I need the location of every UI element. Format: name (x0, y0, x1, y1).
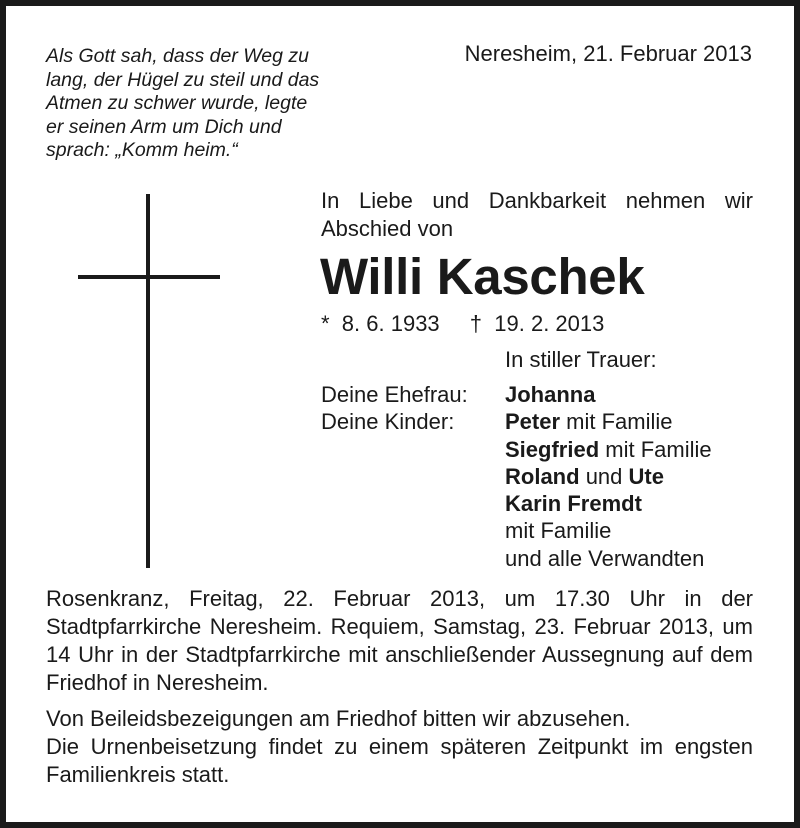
deceased-name: Willi Kaschek (320, 248, 645, 305)
mourner-name: Peter (505, 409, 561, 435)
notice-line: Die Urnenbeisetzung findet zu einem späteren Zeitpunkt im engsten Familienkreis statt. (46, 734, 753, 787)
list-item (505, 545, 712, 572)
poem (46, 45, 346, 163)
life-dates (321, 310, 604, 338)
death-symbol: † (469, 311, 483, 336)
poem-line: lang, der Hügel zu steil und das (46, 68, 320, 91)
mourner-suffix: mit Familie (605, 436, 712, 462)
death-date: 19. 2. 2013 (494, 311, 605, 336)
list-item (505, 408, 712, 435)
service-details: Rosenkranz, Freitag, 22. Februar 2013, um 17.30 Uhr in der Stadtpfarrkirche Neresheim. Requiem, Samstag, 23. Februar 2013, um 14 Uhr in der Stadtpfarrkirche mit anschließender Aussegnung auf dem Friedhof in Neresheim. (46, 586, 753, 695)
cross-vertical-bar (146, 194, 150, 568)
mourning-heading: In stiller Trauer: (505, 347, 657, 372)
mourners-list (505, 381, 712, 572)
notice-text (46, 705, 753, 789)
list-item (505, 490, 712, 517)
mourner-name: Johanna (505, 382, 596, 407)
mourner-joiner: und (585, 463, 623, 489)
poem-line: er seinen Arm um Dich und (46, 115, 282, 138)
list-item (505, 517, 712, 544)
poem-line: Als Gott sah, dass der Weg zu (46, 45, 310, 67)
born-symbol: * (321, 311, 330, 336)
list-item (505, 436, 712, 463)
mourner-name: Siegfried (505, 436, 600, 462)
poem-line: sprach: „Komm heim.“ (46, 139, 238, 161)
mourner-suffix: mit Familie (505, 518, 612, 544)
intro-text: In Liebe und Dankbarkeit nehmen wir Abschied von (321, 188, 753, 241)
mourner-name: Ute (628, 463, 664, 489)
poem-line: Atmen zu schwer wurde, legte (46, 92, 308, 114)
spouse-label: Deine Ehefrau: (321, 382, 468, 407)
notice-line: Von Beileidsbezeigungen am Friedhof bitten wir abzusehen. (46, 706, 631, 731)
cross-horizontal-bar (78, 275, 220, 279)
mourner-name: Roland (505, 463, 580, 489)
mourners-closing: und alle Verwandten (505, 545, 705, 571)
dateline: Neresheim, 21. Februar 2013 (464, 41, 752, 66)
mourner-name: Karin Fremdt (505, 491, 642, 517)
children-label: Deine Kinder: (321, 409, 455, 434)
list-item (505, 463, 712, 490)
list-item (505, 381, 712, 408)
mourner-suffix: mit Familie (566, 409, 673, 435)
birth-date: 8. 6. 1933 (341, 311, 440, 336)
